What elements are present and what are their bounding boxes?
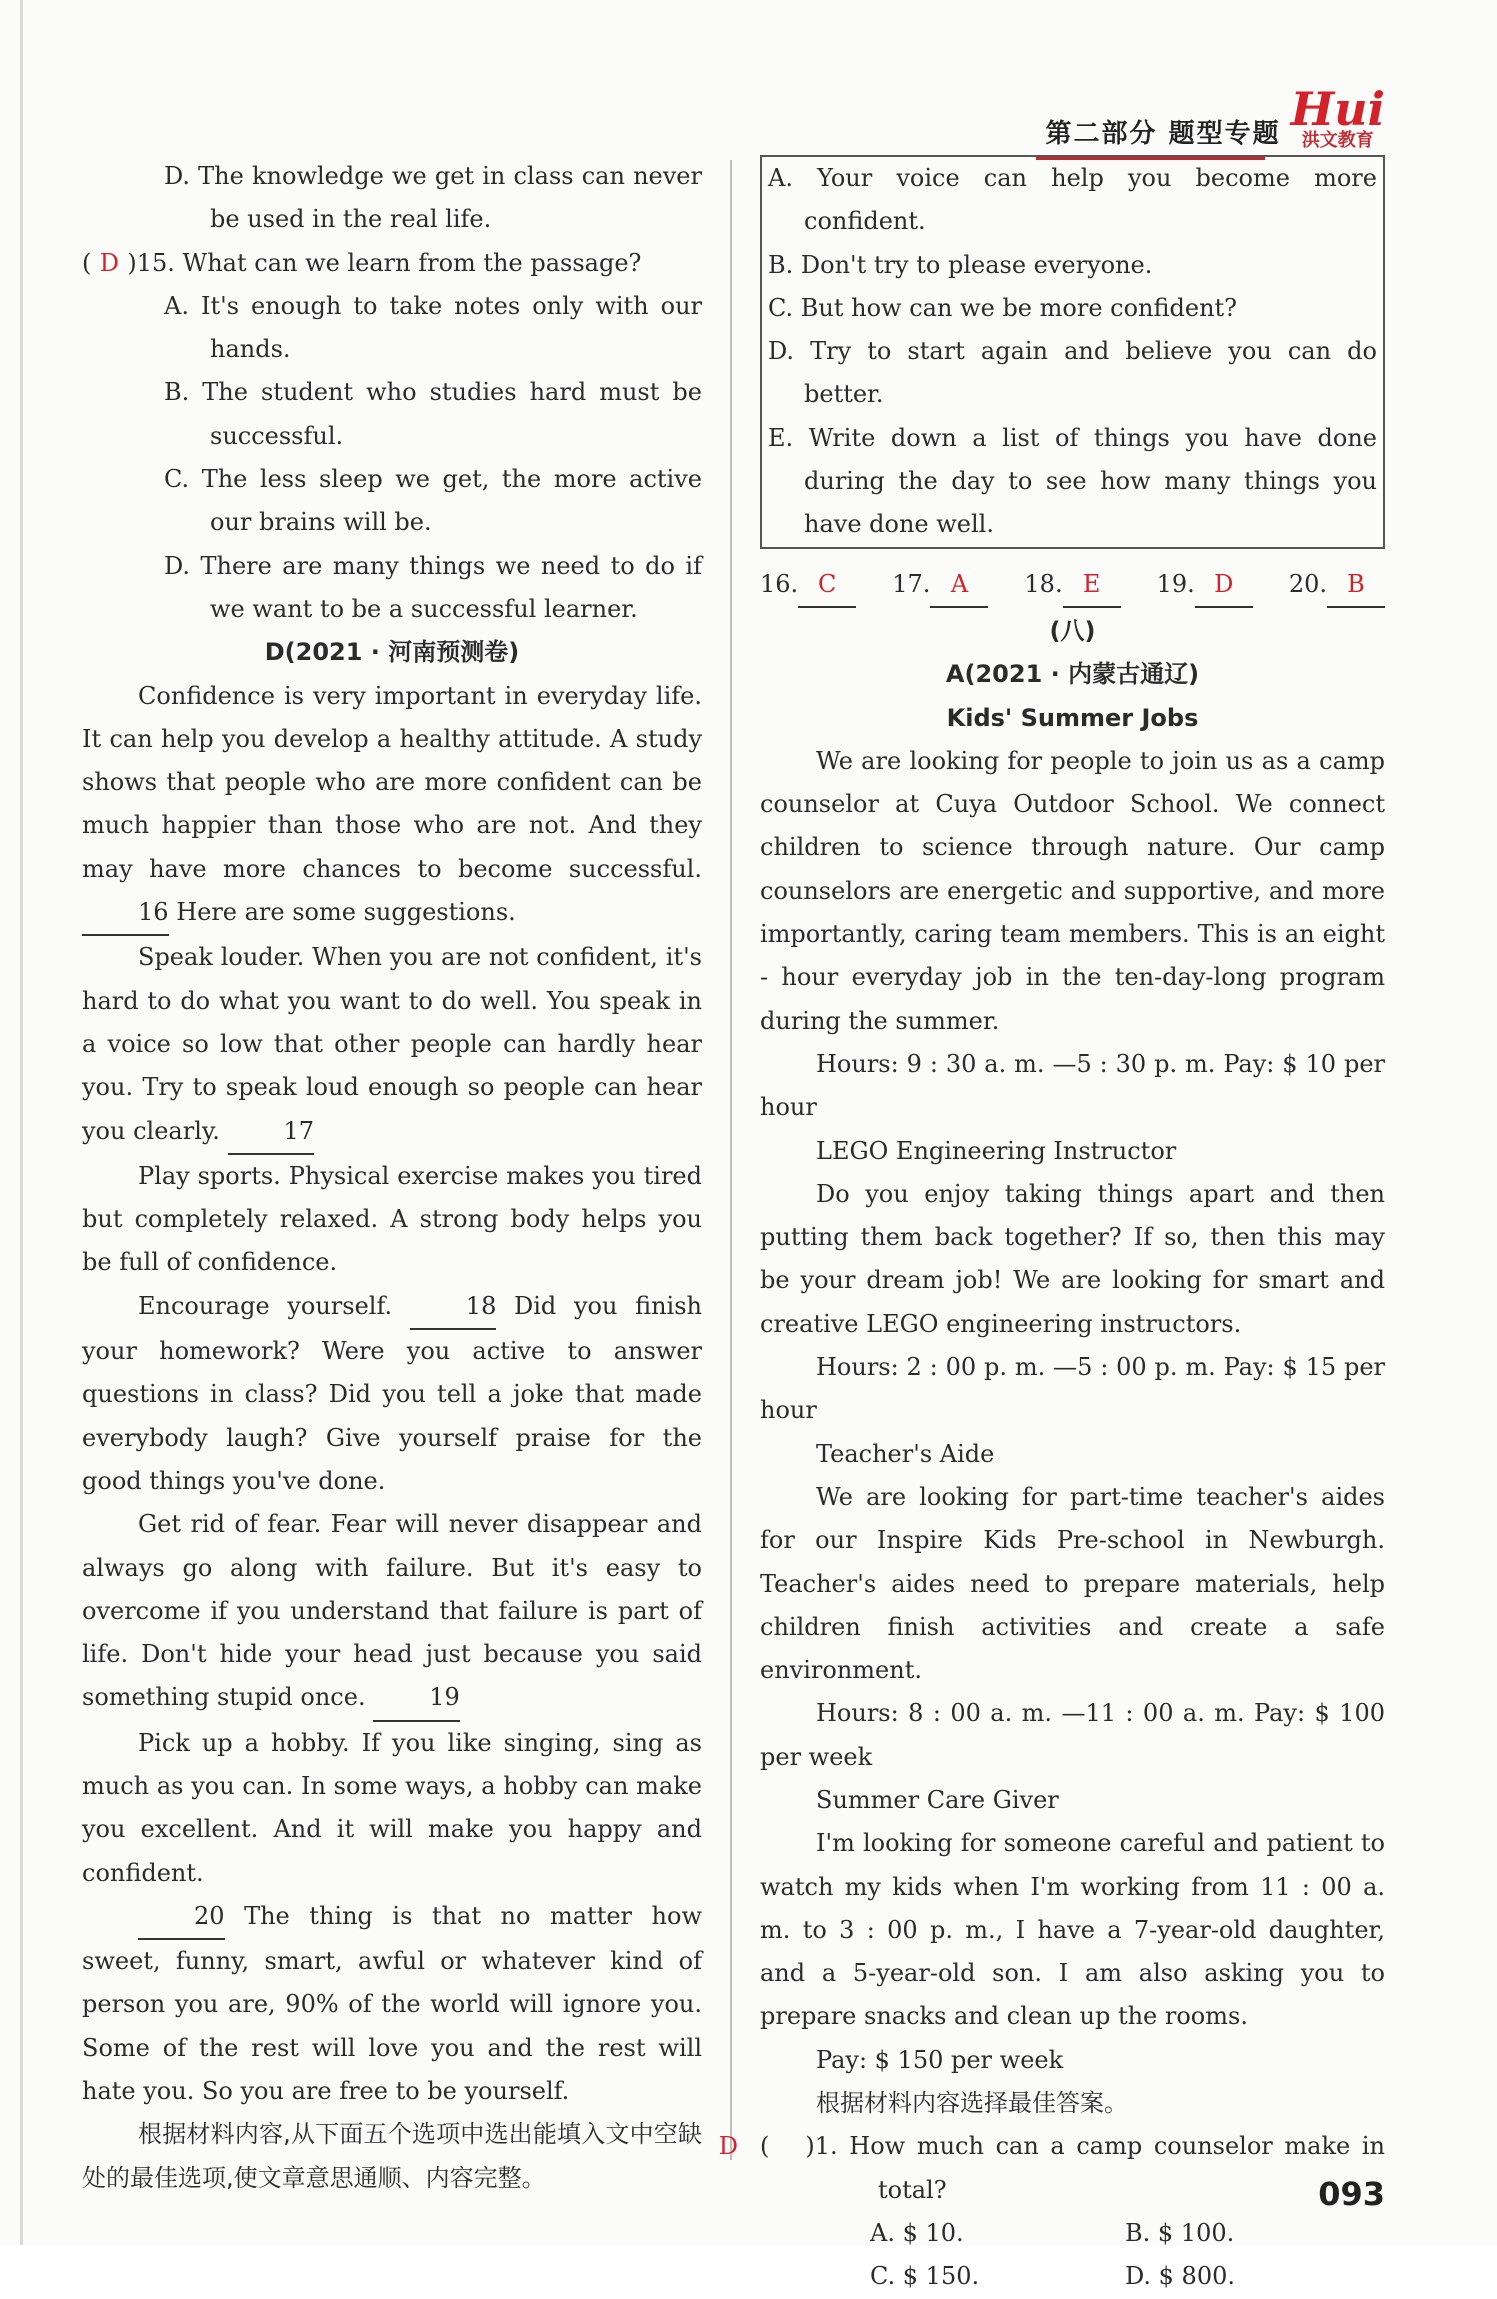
passage-para-2: Speak louder. When you are not confident, it's hard to do what you want to do well. You speak in a voice so low that other people can hardly hear you. Try to speak loud enough so people can hear you clearly. 17 xyxy=(82,936,702,1154)
job4-description: I'm looking for someone careful and patient to watch my kids when I'm working from 11 : 00 a. m. to 3 : 00 p. m., I have a 7-year-old daughter, and a 5-year-old son. I am also asking you to prepare snacks and clean up the rooms. xyxy=(760,1829,1385,2031)
q1-options-row-2 xyxy=(760,2255,1385,2298)
right-column xyxy=(718,155,1385,2299)
q14-option-d: D. The knowledge we get in class can never be used in the real life. xyxy=(164,162,702,234)
job2-hours-pay: Hours: 2 : 00 p. m. —5 : 00 p. m. Pay: $ 15 per hour xyxy=(760,1353,1385,1425)
job3-hours-pay: Hours: 8 : 00 a. m. —11 : 00 a. m. Pay: $ 100 per week xyxy=(760,1699,1385,1771)
q15-option-d: D. There are many things we need to do if we want to be a successful learner. xyxy=(164,551,702,623)
passage-para-6: Pick up a hobby. If you like singing, sing as much as you can. In some ways, a hobby can make you excellent. And it will make you happy and confident. xyxy=(82,1728,702,1887)
page-header xyxy=(1045,82,1385,151)
answer-mark: D xyxy=(99,248,119,277)
job1-description: We are looking for people to join us as a camp counselor at Cuya Outdoor School. We connect children to science through nature. Our camp counselors are energetic and supportive, and more importantly, caring team members. This is an eight - hour everyday job in the ten-day-long program during the summer. xyxy=(760,746,1385,1035)
passage-para-5: Get rid of fear. Fear will never disappear and always go along with failure. But it's easy to overcome if you understand that failure is part of life. Don't hide your head just because you said something stupid once. 19 xyxy=(82,1503,702,1721)
question-15: ( D )15. What can we learn from the passage? xyxy=(82,242,702,285)
box-option-d: D. Try to start again and believe you can do better. xyxy=(768,337,1377,409)
q1-options-row-1 xyxy=(760,2212,1385,2255)
job1-hours-pay: Hours: 9 : 30 a. m. —5 : 30 p. m. Pay: $ 10 per hour xyxy=(760,1049,1385,1122)
publisher-logo xyxy=(1290,82,1385,151)
job2-description: Do you enjoy taking things apart and then putting them back together? If so, then this may be your dream job! We are looking for smart and creative LEGO engineering instructors. xyxy=(760,1179,1385,1338)
answer-row xyxy=(760,563,1385,608)
q15-option-b: B. The student who studies hard must be successful. xyxy=(164,378,702,450)
answer-16: 16. C xyxy=(760,563,856,608)
passage-para-7: 20 The thing is that no matter how sweet, funny, smart, awful or whatever kind of person you are, 90% of the world will ignore you. Some of the rest will love you and the rest will hate you. So you are free to be yourself. xyxy=(82,1895,702,2113)
job3-title: Teacher's Aide xyxy=(816,1439,995,1468)
box-option-c: C. But how can we be more confident? xyxy=(768,293,1238,322)
box-option-b: B. Don't try to please everyone. xyxy=(768,250,1153,279)
section-d-title: D(2021 · 河南预测卷) xyxy=(264,638,520,667)
passage-para-3: Play sports. Physical exercise makes you tired but completely relaxed. A strong body helps you be full of confidence. xyxy=(82,1161,702,1277)
answer-20: 20. B xyxy=(1289,563,1385,608)
right-instruction: 根据材料内容选择最佳答案。 xyxy=(816,2089,1128,2118)
article-title: Kids' Summer Jobs xyxy=(946,703,1199,732)
box-option-a: A. Your voice can help you become more confident. xyxy=(768,164,1377,236)
answer-17: 17. A xyxy=(892,563,988,608)
left-column xyxy=(82,155,702,2200)
section-a-title: A(2021 · 内蒙古通辽) xyxy=(945,660,1200,689)
passage-para-1: Confidence is very important in everyday life. It can help you develop a healthy attitude. A study shows that people who are more confident can be much happier than those who are not. And they may have more chances to become successful. 16 Here are some suggestions. xyxy=(82,675,702,937)
answer-18: 18. E xyxy=(1024,563,1120,608)
page-number: 093 xyxy=(1318,2175,1385,2213)
q1-option-a: A. $ 10. xyxy=(870,2218,964,2247)
box-option-e: E. Write down a list of things you have done during the day to see how many things you have done well. xyxy=(768,423,1377,539)
column-divider xyxy=(730,160,732,2160)
page-binding-edge xyxy=(20,0,23,2245)
q1-option-d: D. $ 800. xyxy=(1125,2262,1235,2291)
logo-mark: Hui xyxy=(1290,82,1385,136)
answer-mark: D xyxy=(718,2132,738,2161)
blank-18: 18 xyxy=(410,1285,497,1330)
section-title: 第二部分 题型专题 xyxy=(1045,119,1281,149)
part-number: (八) xyxy=(1049,616,1096,645)
answer-19: 19. D xyxy=(1157,563,1253,608)
blank-17: 17 xyxy=(228,1110,315,1155)
q1-option-c: C. $ 150. xyxy=(870,2262,980,2291)
question-1: (D )1. How much can a camp counselor make in total? xyxy=(760,2125,1385,2212)
q1-option-b: B. $ 100. xyxy=(1125,2218,1235,2247)
logo-brand: 洪文教育 xyxy=(1301,130,1374,151)
job4-title: Summer Care Giver xyxy=(816,1785,1059,1814)
job3-description: We are looking for part-time teacher's aides for our Inspire Kids Pre-school in Newburgh. Teacher's aides need to prepare materials, help children finish activities and create a safe environment. xyxy=(760,1482,1385,1685)
blank-16: 16 xyxy=(82,891,169,936)
q15-option-a: A. It's enough to take notes only with our hands. xyxy=(164,291,703,364)
q15-option-c: C. The less sleep we get, the more active our brains will be. xyxy=(164,465,702,537)
blank-19: 19 xyxy=(373,1676,460,1721)
job2-title: LEGO Engineering Instructor xyxy=(816,1136,1177,1165)
blank-20: 20 xyxy=(138,1895,225,1940)
passage-para-4: Encourage yourself. 18 Did you finish your homework? Were you active to answer questions in class? Did you tell a joke that made everybody laugh? Give yourself praise for the good things you've done. xyxy=(82,1285,702,1503)
left-instruction: 根据材料内容,从下面五个选项中选出能填入文中空缺处的最佳选项,使文章意思通顺、内容完整。 xyxy=(82,2120,702,2192)
job4-pay: Pay: $ 150 per week xyxy=(816,2045,1064,2074)
options-box xyxy=(760,155,1385,549)
